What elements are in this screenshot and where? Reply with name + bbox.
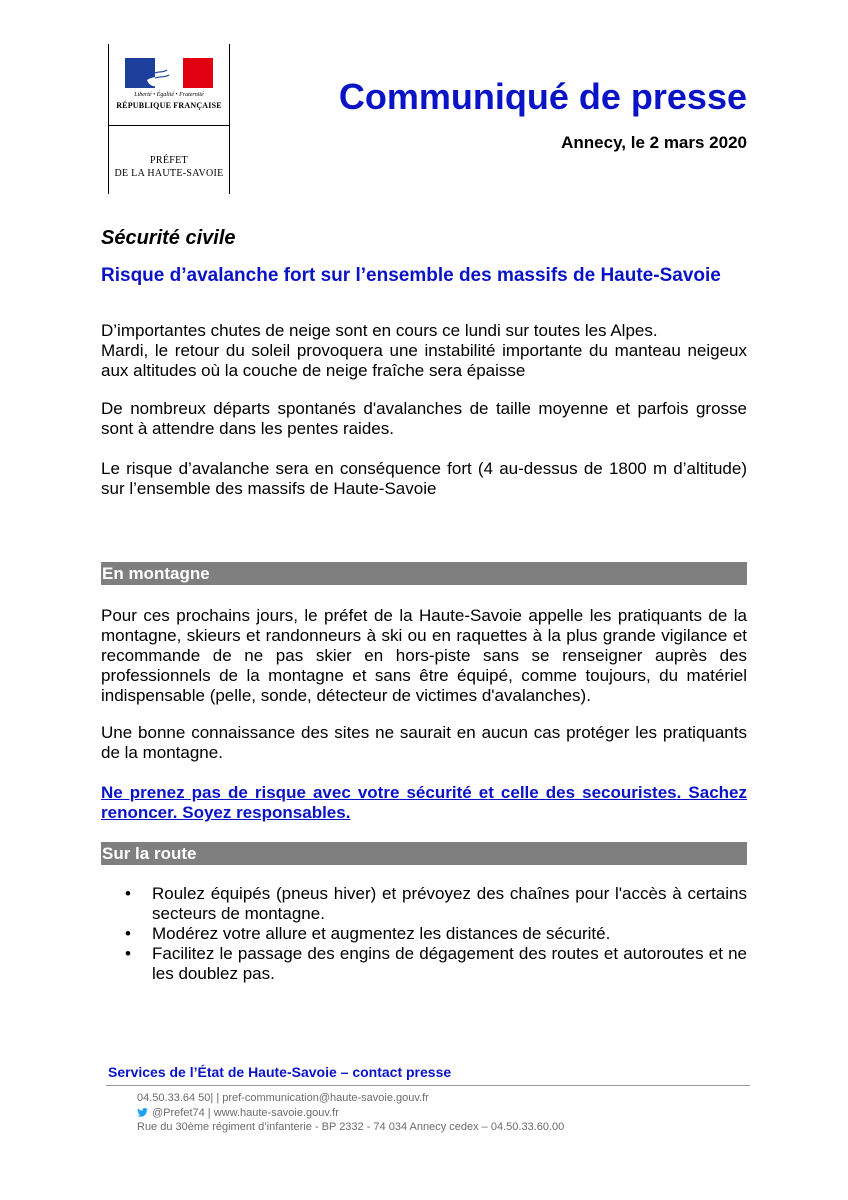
mountain-paragraph-1: Pour ces prochains jours, le préfet de la Haute-Savoie appelle les pratiquants de la montagne, skieurs et randonneurs à ski ou en raquettes à la plus grande vigilance et recommande de ne pas skier en hors-piste sans se renseigner auprès des professionnels de la montagne et sans être équipé, comme toujours, du matériel indispensable (pelle, sonde, détecteur de victimes d'avalanches). [101, 606, 747, 705]
footer-social-line [137, 1107, 339, 1119]
section-kicker: Sécurité civile [101, 227, 236, 249]
intro-paragraph-2: Mardi, le retour du soleil provoquera une instabilité importante du manteau neigeux aux altitudes où la couche de neige fraîche sera épaisse [101, 341, 747, 380]
page-title: Communiqué de presse [338, 76, 747, 117]
list-item-text: Roulez équipés (pneus hiver) et prévoyez des chaînes pour l'accès à certains secteurs de montagne. [152, 884, 747, 923]
marianne-icon [125, 58, 213, 88]
intro-paragraph-1: D’importantes chutes de neige sont en cours ce lundi sur toutes les Alpes. [101, 321, 658, 340]
footer-contact-line: 04.50.33.64 50| | pref-communication@haute-savoie.gouv.fr [137, 1092, 429, 1104]
section-heading-road: Sur la route [101, 842, 747, 865]
dateline: Annecy, le 2 mars 2020 [561, 133, 747, 152]
road-advice-list [101, 884, 747, 984]
footer-address-line: Rue du 30ème régiment d’infanterie - BP 2332 - 74 034 Annecy cedex – 04.50.33.60.00 [137, 1121, 565, 1133]
prefet-department: DE LA HAUTE-SAVOIE [114, 168, 224, 179]
logo-divider [108, 125, 230, 126]
intro-block-2 [101, 399, 747, 439]
list-item-text: Modérez votre allure et augmentez les distances de sécurité. [152, 924, 611, 943]
mountain-block [101, 606, 747, 706]
intro-block-3 [101, 459, 747, 499]
intro-paragraph-4: Le risque d’avalanche sera en conséquence fort (4 au-dessus de 1800 m d’altitude) sur l’ensemble des massifs de Haute-Savoie [101, 459, 747, 498]
intro-block [101, 321, 747, 381]
intro-paragraph-3: De nombreux départs spontanés d'avalanches de taille moyenne et parfois grosse sont à attendre dans les pentes raides. [101, 399, 747, 438]
bullet-icon: • [125, 924, 131, 943]
republic-name: RÉPUBLIQUE FRANÇAISE [116, 101, 222, 110]
footer-title: Services de l’État de Haute-Savoie – contact presse [108, 1064, 452, 1080]
twitter-bird-icon [137, 1108, 148, 1117]
list-item [101, 924, 747, 944]
prefecture-logo [108, 44, 230, 194]
footer-divider [106, 1085, 750, 1086]
list-item-text: Facilitez le passage des engins de dégagement des routes et autoroutes et ne les doublez pas. [152, 944, 747, 983]
bullet-icon: • [125, 944, 131, 963]
section-heading-mountain: En montagne [101, 562, 747, 585]
headline: Risque d’avalanche fort sur l’ensemble des massifs de Haute-Savoie [101, 265, 721, 286]
mountain-block-2 [101, 723, 747, 763]
republic-motto: Liberté • Égalité • Fraternité [134, 92, 204, 98]
mountain-paragraph-2: Une bonne connaissance des sites ne saurait en aucun cas protéger les pratiquants de la montagne. [101, 723, 747, 762]
prefet-label: PRÉFET [150, 155, 188, 166]
bullet-icon: • [125, 884, 131, 903]
list-item [101, 884, 747, 924]
safety-notice: Ne prenez pas de risque avec votre sécurité et celle des secouristes. Sachez renoncer. Soyez responsables. [101, 783, 747, 822]
footer-social-text: @Prefet74 | www.haute-savoie.gouv.fr [152, 1107, 339, 1119]
list-item [101, 944, 747, 984]
